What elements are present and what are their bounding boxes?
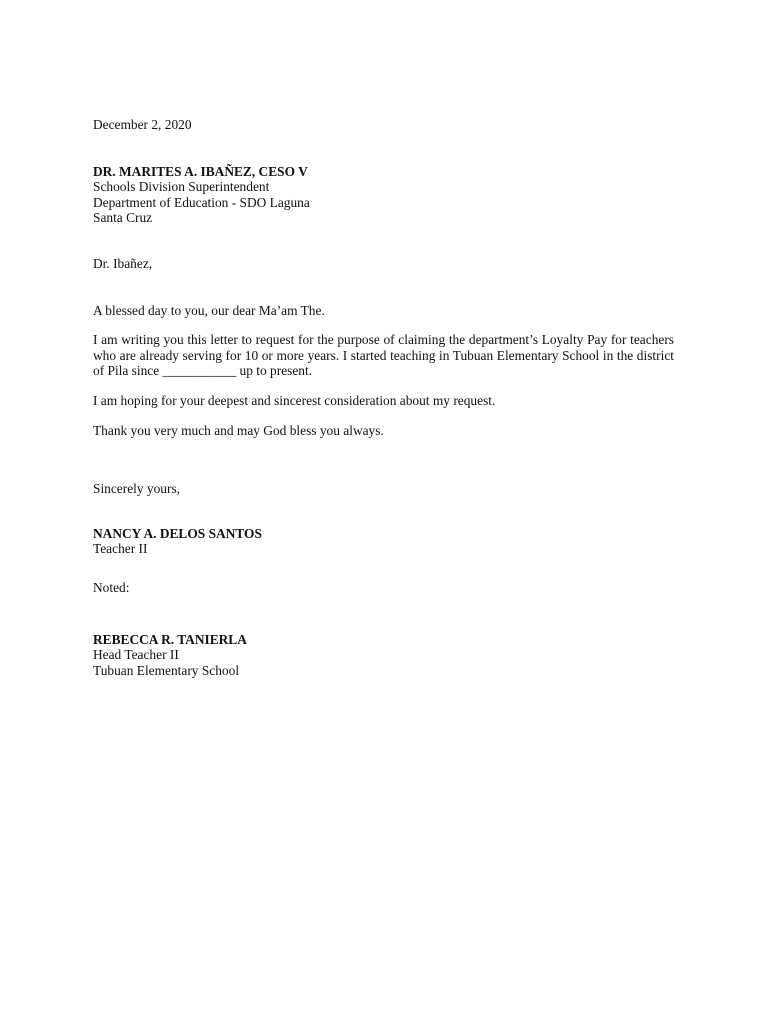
spacer <box>93 557 674 580</box>
greeting: A blessed day to you, our dear Ma’am The. <box>93 302 325 318</box>
spacer <box>93 272 674 303</box>
spacer <box>93 226 674 256</box>
spacer <box>93 133 674 164</box>
sender-name: NANCY A. DELOS SANTOS <box>93 525 262 541</box>
recipient-name: DR. MARITES A. IBAÑEZ, CESO V <box>93 163 308 179</box>
spacer <box>93 438 674 481</box>
recipient-block <box>93 164 674 226</box>
noted-by-block <box>93 632 674 679</box>
spacer <box>93 497 674 526</box>
closing: Sincerely yours, <box>93 481 181 497</box>
letter-page <box>93 117 674 678</box>
noted-label: Noted: <box>93 579 130 595</box>
body-paragraph-2: I am hoping for your deepest and sincerest consideration about my request. <box>93 392 496 408</box>
sender-signature-block <box>93 526 674 557</box>
sender-position: Teacher II <box>93 541 148 557</box>
noted-by-name: REBECCA R. TANIERLA <box>93 631 247 647</box>
body-paragraph-3: Thank you very much and may God bless you always. <box>93 422 384 438</box>
body-paragraph-1: I am writing you this letter to request for the purpose of claiming the department’s Loyalty Pay for teachers who are already serving for 10 or more years. I started teaching in Tubuan Elementary School in the district of Pila since ___________ up to present. <box>93 332 674 379</box>
recipient-title: Schools Division Superintendent <box>93 179 270 195</box>
noted-by-position: Head Teacher II <box>93 647 179 663</box>
recipient-city: Santa Cruz <box>93 210 153 226</box>
spacer <box>93 409 674 423</box>
letter-date: December 2, 2020 <box>93 117 192 132</box>
noted-by-school: Tubuan Elementary School <box>93 662 240 678</box>
spacer <box>93 318 674 332</box>
spacer <box>93 379 674 393</box>
spacer <box>93 596 674 632</box>
recipient-office: Department of Education - SDO Laguna <box>93 194 310 210</box>
salutation: Dr. Ibañez, <box>93 255 153 271</box>
